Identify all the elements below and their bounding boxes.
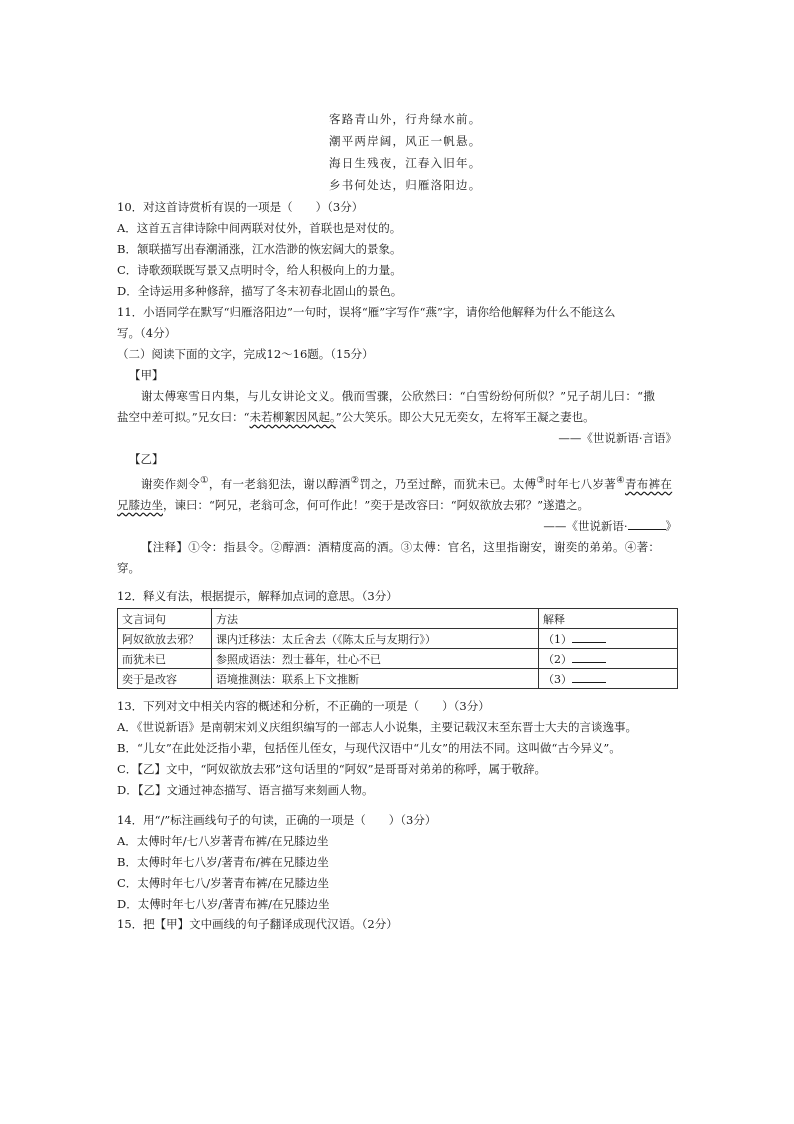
table-cell: 而犹未已 [118,649,212,669]
poem-line: 乡书何处达，归雁洛阳边。 [329,178,482,192]
text-run: 盐空中差可拟。”兄女曰：“ [117,410,250,424]
reading-section [117,344,677,579]
blank-line [628,518,666,530]
footnote-mark: ④ [616,475,625,486]
text-run: 罚之，乃至过醉，而犹未已。太傅 [359,476,537,491]
table-header: 解释 [539,609,678,629]
table-header-row [118,609,678,629]
option-d: D．全诗运用多种修辞，描写了冬末初春北固山的景色。 [117,284,403,298]
text-run: ，谏曰：“阿兄，老翁可念，何可作此！”奕于是改容曰：“阿奴欲放去邪？”遂遣之。 [163,497,590,512]
question-14 [117,810,677,915]
question-stem: 14．用“/”标注画线句子的句读，正确的一项是（ ）（3分） [117,813,437,827]
question-stem: 10．对这首诗赏析有误的一项是（ ）（3分） [117,200,364,214]
text-run: ，有一老翁犯法，谢以醇酒 [208,476,351,491]
passage-jia-label: 【甲】 [129,368,164,382]
passage-yi-source [117,516,677,537]
option-d: D．【乙】文通过神态描写、语言描写来刻画人物。 [117,783,374,797]
passage-jia-line: 谢太傅寒雪日内集，与儿女讲论文义。俄而雪骤，公欣然曰：“白雪纷纷何所似？”兄子胡儿曰：“撒 [141,389,656,403]
option-c: C．太傅时年七八/岁著青布裤/在兄膝边坐 [117,876,330,890]
table-cell: 阿奴欲放去邪？ [118,629,212,649]
question-stem: 13．下列对文中相关内容的概述和分析，不正确的一项是（ ）（3分） [117,699,490,713]
question-stem-cont: 写。（4分） [117,326,177,340]
answer-label: （2） [543,652,572,666]
passage-yi-line [117,470,677,495]
answer-label: （3） [543,672,572,686]
option-b: B．太傅时年七八岁/著青布/裤在兄膝边坐 [117,855,329,869]
answer-blank[interactable] [572,631,606,643]
table-cell: 课内迁移法：太丘舍去（《陈太丘与友期行》） [212,629,539,649]
text-run: ”公大笑乐。即公大兄无奕女，左将军王凝之妻也。 [335,410,595,424]
table-cell [539,669,678,689]
footnote-mark: ③ [536,475,546,486]
poem-line: 客路青山外，行舟绿水前。 [329,112,482,126]
poem [329,108,481,196]
table-cell [539,649,678,669]
option-a: A．这首五言律诗除中间两联对仗外，首联也是对仗的。 [117,221,402,235]
poem-line: 潮平两岸阔，风正一帆悬。 [329,134,482,148]
question-11 [117,302,677,344]
text-run: 谢奕作剡令 [141,476,200,491]
option-b: B．“儿女”在此处泛指小辈，包括侄儿侄女，与现代汉语中“儿女”的用法不同。这叫做“古今异义”。 [117,741,621,755]
option-a: A．《世说新语》是南朝宋刘义庆组织编写的一部志人小说集，主要记载汉末至东晋士大夫的言谈逸事。 [117,720,638,734]
table-row [118,669,678,689]
answer-blank[interactable] [572,671,606,683]
answer-label: （1） [543,632,572,646]
underlined-sentence: 兄膝边坐 [117,497,163,512]
footnote-mark: ① [200,475,209,486]
question-stem: 11．小语同学在默写“归雁洛阳边”一句时，误将“雁”字写作“燕”字，请你给他解释为什么不能这么 [117,305,616,319]
explanation-table [117,608,678,689]
poem-line: 海日生残夜，江春入旧年。 [329,156,482,170]
question-stem: 15．把【甲】文中画线的句子翻译成现代汉语。（2分） [117,917,398,931]
table-header: 文言词句 [118,609,212,629]
option-c: C．诗歌颈联既写景又点明时令，给人积极向上的力量。 [117,263,402,277]
passage-yi-line [117,495,677,516]
section-title: （二）阅读下面的文字，完成12～16题。（15分） [117,347,374,361]
question-stem: 12．释义有法，根据提示，解释加点词的意思。（3分） [117,589,398,603]
annotation-cont: 穿。 [117,560,140,575]
annotation: 【注释】①令：指县令。②醇酒：酒精度高的酒。③太傅：官名，这里指谢安，谢奕的弟弟。④著： [141,539,661,554]
question-12 [117,586,677,607]
table-row [118,629,678,649]
passage-jia-line [117,407,677,428]
question-13 [117,696,687,801]
option-c: C．【乙】文中，“阿奴欲放去邪”这句话里的“阿奴”是哥哥对弟弟的称呼，属于敬辞。 [117,762,547,776]
text-run: ——《世说新语· [543,518,628,533]
passage-yi-label: 【乙】 [129,452,164,466]
table-row [118,649,678,669]
table-header: 方法 [212,609,539,629]
table-cell: 参照成语法：烈士暮年，壮心不已 [212,649,539,669]
option-d: D．太傅时年七八岁/著青布裤/在兄膝边坐 [117,897,330,911]
question-10 [117,197,677,302]
underlined-sentence: 青布裤在 [624,476,673,491]
table-cell: 语境推测法：联系上下文推断 [212,669,539,689]
table-cell: 奕于是改容 [118,669,212,689]
option-a: A．太傅时年/七八岁著青布裤/在兄膝边坐 [117,834,329,848]
table-cell [539,629,678,649]
underlined-sentence: 未若柳絮因风起。 [249,410,336,424]
answer-blank[interactable] [572,651,606,663]
text-run: 》 [665,518,677,533]
text-run: 时年七八岁著 [545,476,617,491]
footnote-mark: ② [350,475,360,486]
question-15 [117,914,677,935]
option-b: B．颔联描写出春潮涌涨，江水浩渺的恢宏阔大的景象。 [117,242,402,256]
passage-jia-source: ——《世说新语·言语》 [558,431,677,445]
